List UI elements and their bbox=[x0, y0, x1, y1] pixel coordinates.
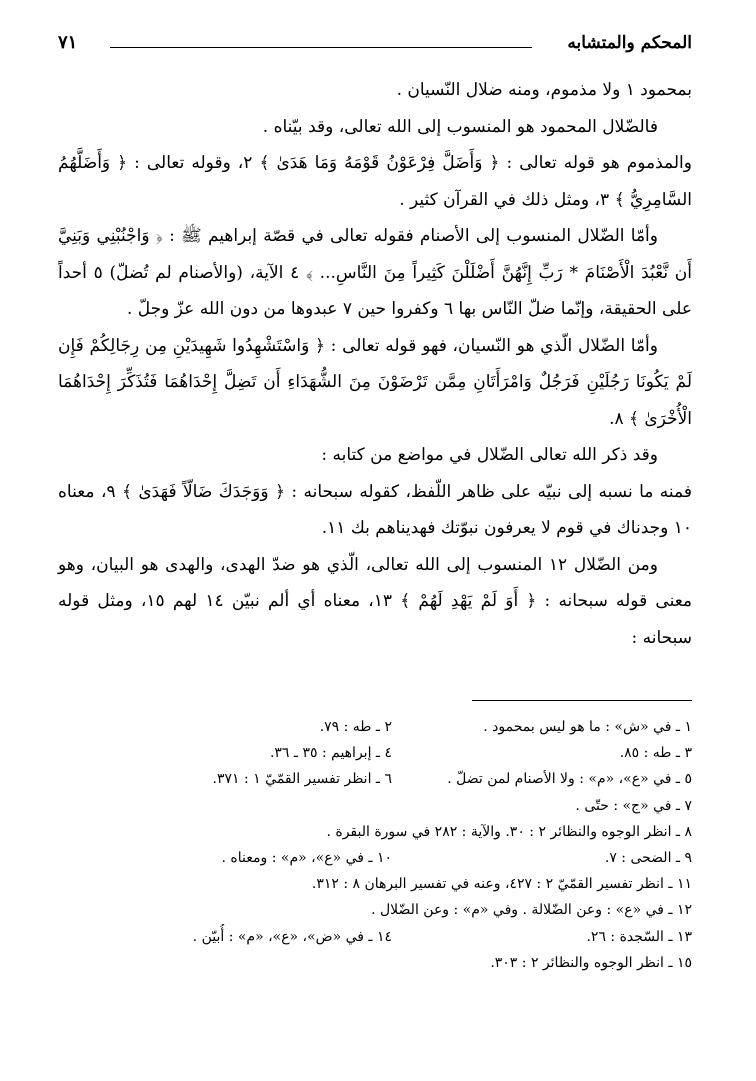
footnote: ٣ ـ طه : ٨٥. bbox=[619, 745, 692, 762]
footnote: ١٢ ـ في «ع» : وعن الضّلالة . وفي «م» : وعن الضّلال . bbox=[371, 902, 692, 919]
footnote: ٥ ـ في «ع»، «م» : ولا الأصنام لمن تضلّ . bbox=[447, 771, 692, 788]
footnotes bbox=[58, 714, 692, 976]
page-number: ٧١ bbox=[58, 32, 78, 53]
running-title: المحكم والمتشابه bbox=[567, 33, 692, 53]
footnote-row bbox=[58, 766, 692, 792]
footnote: ٩ ـ الضحى : ٧. bbox=[604, 849, 692, 866]
footnote: ١١ ـ انظر تفسير القمّيّ ٢ : ٤٢٧، وعنه في تفسير البرهان ٨ : ٣١٢. bbox=[311, 876, 692, 893]
footnote: ١ ـ في «ش» : ما هو ليس بمحمود . bbox=[483, 719, 692, 735]
paragraph: وقد ذكر الله تعالى الضّلال في مواضع من كتابه : bbox=[321, 445, 658, 465]
footnote-row bbox=[58, 714, 692, 740]
paragraph: فالضّلال المحمود هو المنسوب إلى الله تعالى، وقد بيّناه . bbox=[262, 116, 658, 137]
paragraph: بمحمود ١ ولا مذموم، ومنه ضلال النّسيان . bbox=[396, 80, 692, 100]
footnote-row bbox=[58, 740, 692, 766]
paragraph: والمذموم هو قوله تعالى : ﴿ وَأَضَلَّ فِرْعَوْنُ قَوْمَهُ وَمَا هَدَىٰ ﴾ ٢، وقوله تعالى : ﴿ وَأَضَلَّهُمُ السَّامِرِيُّ ﴾ ٣، ومثل ذلك في القرآن كثير . bbox=[58, 153, 692, 210]
header-rule bbox=[110, 47, 532, 48]
footnote: ١٤ ـ في «ض»، «ع»، «م» : أُبيّن . bbox=[192, 928, 392, 945]
footnote: ١٣ ـ السّجدة : ٢٦. bbox=[586, 928, 692, 945]
footnote-separator bbox=[472, 700, 692, 701]
paragraph: فمنه ما نسبه إلى نبيّه على ظاهر اللّفظ، كقوله سبحانه : ﴿ وَوَجَدَكَ ضَالّاً فَهَدَىٰ ﴾ ٩، معناه ١٠ وجدناك في قوم لا يعرفون نبوّتك فهديناهم بك ١١. bbox=[58, 481, 692, 538]
main-text bbox=[58, 72, 692, 656]
page-header bbox=[58, 30, 692, 56]
footnote: ٨ ـ انظر الوجوه والنظائر ٢ : ٣٠. والآية : ٢٨٢ في سورة البقرة . bbox=[326, 823, 692, 840]
footnote: ١٠ ـ في «ع»، «م» : ومعناه . bbox=[221, 849, 392, 866]
footnote: ١٥ ـ انظر الوجوه والنظائر ٢ : ٣٠٣. bbox=[490, 954, 692, 971]
paragraph: وأمّا الضّلال الّذي هو النّسيان، فهو قوله تعالى : ﴿ وَاسْتَشْهِدُوا شَهِيدَيْنِ مِن رِجَالِكُمْ فَإِن لَمْ يَكُونَا رَجُلَيْنِ فَرَجُلٌ وَامْرَأَتَانِ مِمَّن تَرْضَوْنَ مِنَ الشُّهَدَاءِ أَن تَضِلَّ إِحْدَاهُمَا فَتُذَكِّرَ إِحْدَاهُمَا الْأُخْرَىٰ ﴾ ٨. bbox=[58, 335, 692, 429]
footnote-row bbox=[58, 924, 692, 950]
footnote: ٤ ـ إبراهيم : ٣٥ ـ ٣٦. bbox=[269, 745, 392, 762]
footnote: ٢ ـ طه : ٧٩. bbox=[319, 719, 392, 735]
footnote: ٦ ـ انظر تفسير القمّيّ ١ : ٣٧١. bbox=[212, 771, 392, 788]
footnote-row bbox=[58, 845, 692, 871]
paragraph: وأمّا الضّلال المنسوب إلى الأصنام فقوله تعالى في قصّة إبراهيم ﷺ : ﴿ وَاجْنُبْنِي وَبَنِيَّ أَن نَّعْبُدَ الْأَصْنَامَ * رَبِّ إِنَّهُنَّ أَضْلَلْنَ كَثِيراً مِنَ النَّاسِ... ﴾ ٤ الآية، (والأصنام لم تُضلّ) ٥ أحداً على الحقيقة، وإنّما ضلّ النّاس بها ٦ وكفروا حين ٧ عبدوها من دون الله عزّ وجلّ . bbox=[58, 226, 692, 319]
paragraph: ومن الضّلال ١٢ المنسوب إلى الله تعالى، الّذي هو ضدّ الهدى، والهدى هو البيان، وهو معنى قوله سبحانه : ﴿ أَوَ لَمْ يَهْدِ لَهُمْ ﴾ ١٣، معناه أي ألم نبيّن ١٤ لهم ١٥، ومثل قوله سبحانه : bbox=[58, 554, 693, 648]
footnote: ٧ ـ في «ج» : حتّى . bbox=[575, 797, 692, 814]
